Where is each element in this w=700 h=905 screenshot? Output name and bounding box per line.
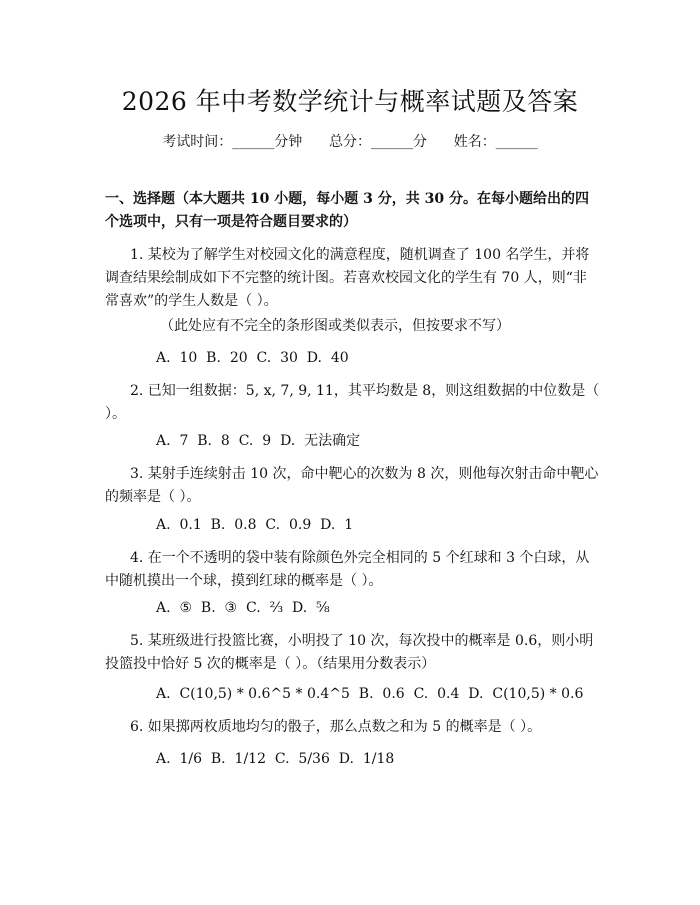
section-header: 一、选择题（本大题共 10 小题，每小题 3 分，共 30 分。在每小题给出的四个选项中，只有一项是符合题目要求的） bbox=[105, 191, 589, 230]
question-stem-2: 2. 已知一组数据：5, x, 7, 9, 11，其平均数是 8，则这组数据的中位数是（ ）。 bbox=[105, 383, 600, 422]
question-options-6: A. 1/6 B. 1/12 C. 5/36 D. 1/18 bbox=[156, 751, 395, 767]
question-options-2: A. 7 B. 8 C. 9 D. 无法确定 bbox=[156, 433, 361, 449]
question-options-1: A. 10 B. 20 C. 30 D. 40 bbox=[156, 350, 349, 366]
question-stem-4: 4. 在一个不透明的袋中装有除颜色外完全相同的 5 个红球和 3 个白球，从中随机摸出一个球，摸到红球的概率是（ ）。 bbox=[105, 550, 590, 589]
question-stem-5: 5. 某班级进行投篮比赛，小明投了 10 次，每次投中的概率是 0.6，则小明投篮投中恰好 5 次的概率是（ ）。（结果用分数表示） bbox=[105, 633, 594, 672]
question-options-4: A. ⑤ B. ③ C. ⅔ D. ⅝ bbox=[156, 600, 330, 616]
exam-info-line: 考试时间：______分钟 总分：______分 姓名：______ bbox=[162, 134, 538, 150]
page-title: 2026 年中考数学统计与概率试题及答案 bbox=[121, 87, 579, 116]
question-stem-3: 3. 某射手连续射击 10 次，命中靶心的次数为 8 次，则他每次射击命中靶心的频率是（ ）。 bbox=[105, 466, 599, 505]
question-options-5: A. C(10,5) * 0.6^5 * 0.4^5 B. 0.6 C. 0.4 D. C(10,5) * 0.6 bbox=[156, 686, 584, 702]
question-stem-6: 6. 如果掷两枚质地均匀的骰子，那么点数之和为 5 的概率是（ ）。 bbox=[130, 719, 542, 735]
question-note-1: （此处应有不完全的条形图或类似表示，但按要求不写） bbox=[160, 318, 510, 334]
question-options-3: A. 0.1 B. 0.8 C. 0.9 D. 1 bbox=[156, 517, 354, 533]
question-stem-1: 1. 某校为了解学生对校园文化的满意程度，随机调查了 100 名学生，并将调查结果绘制成如下不完整的统计图。若喜欢校园文化的学生有 70 人，则“非常喜欢”的学生人数是（ ）。 bbox=[105, 247, 590, 309]
